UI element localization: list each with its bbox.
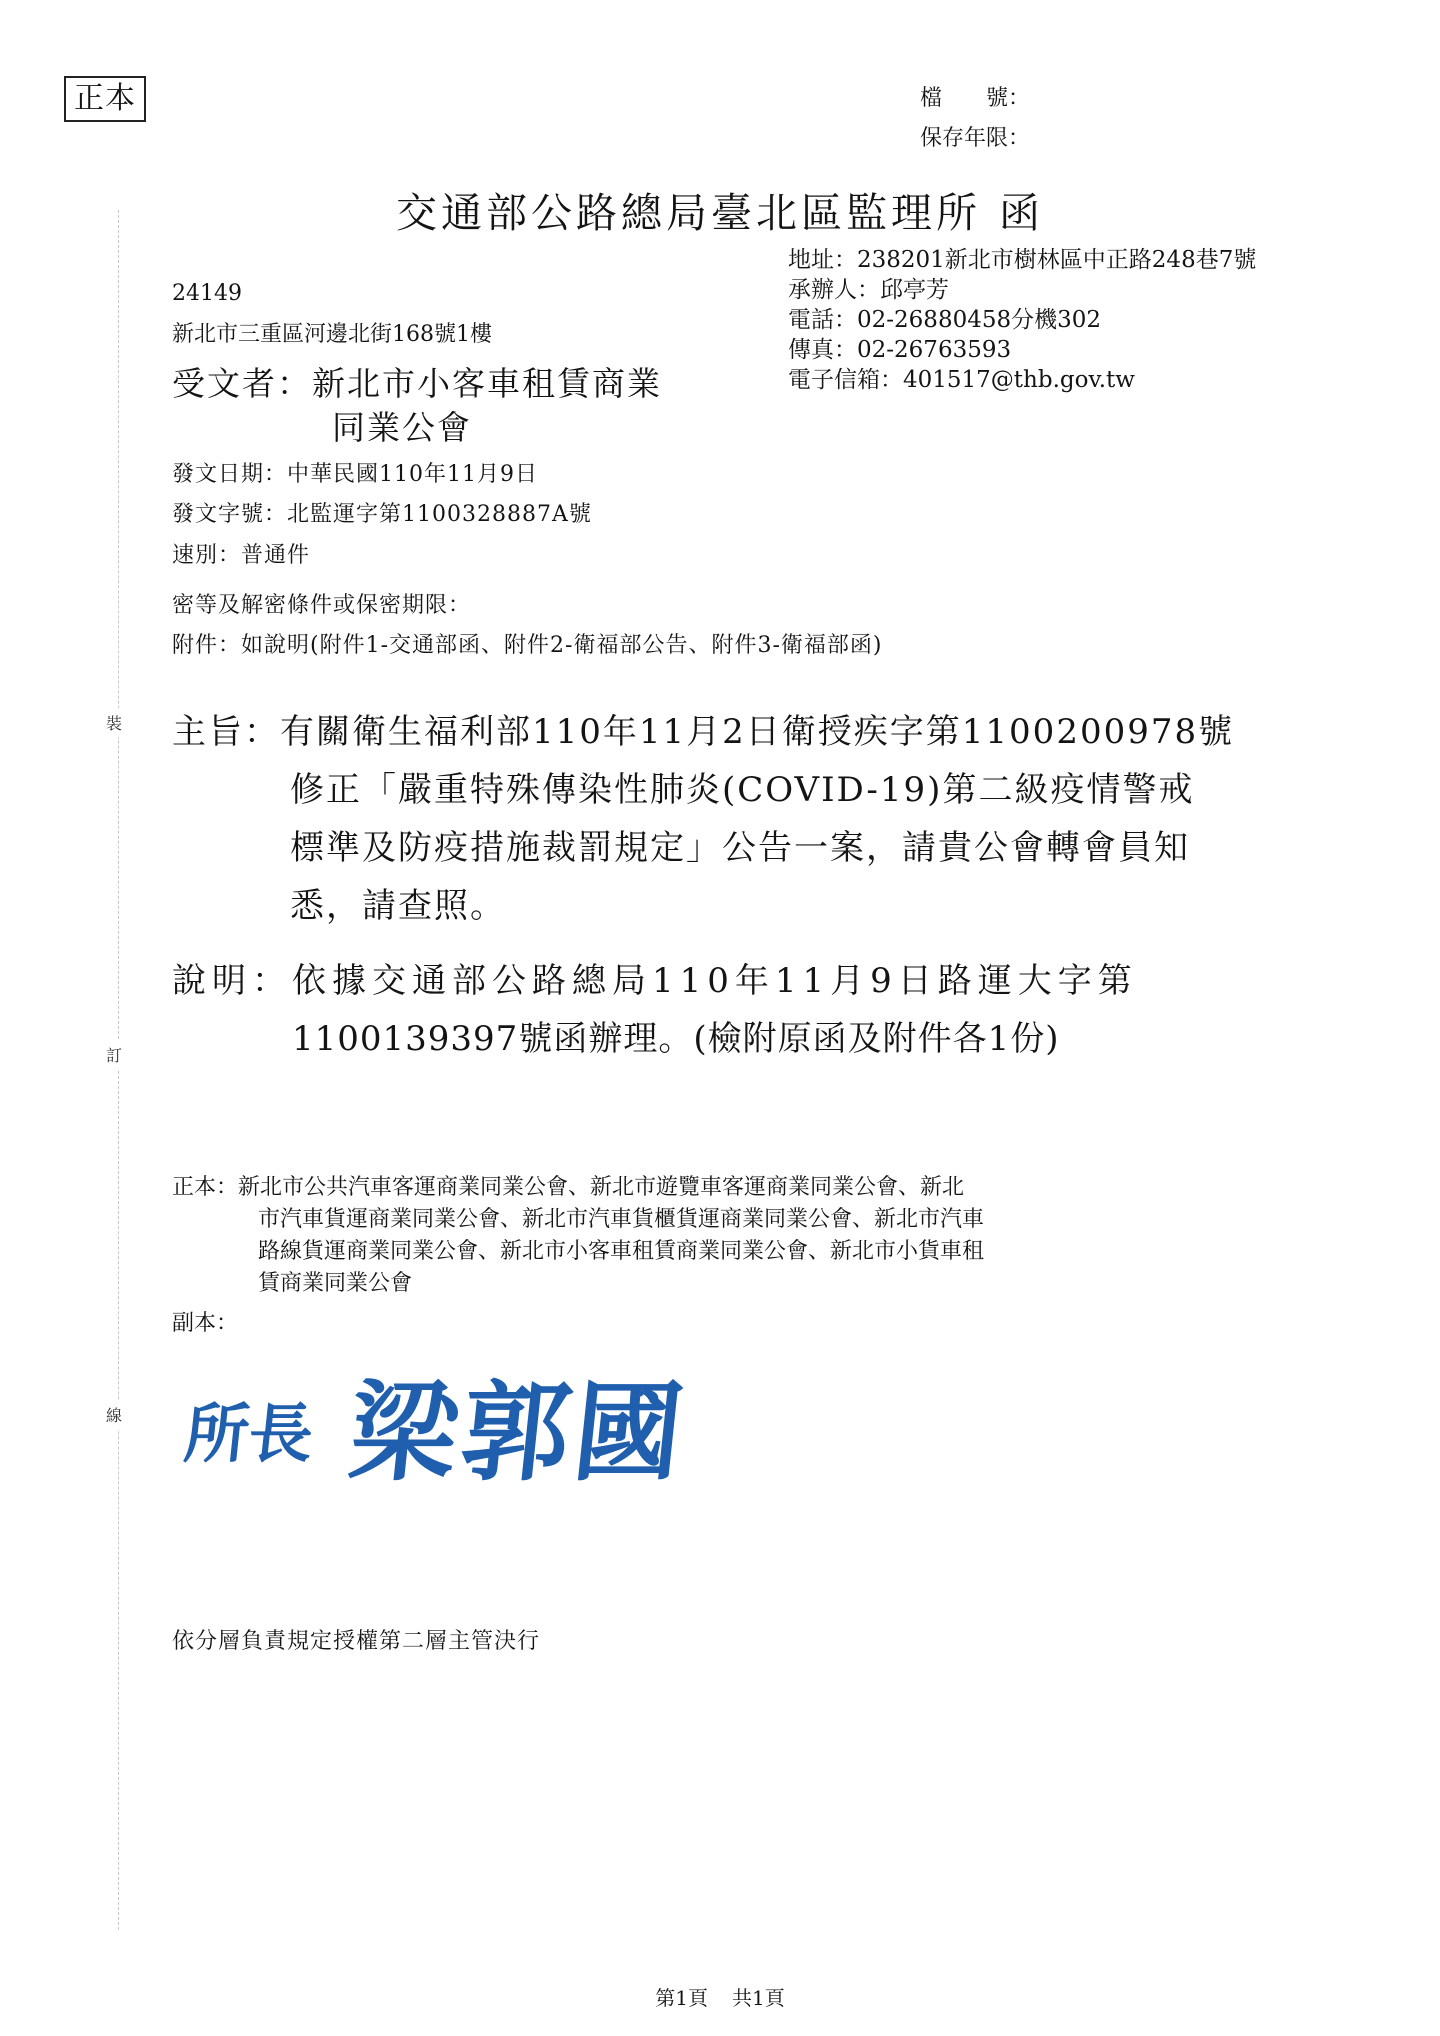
original-recipients-line: 市汽車貨運商業同業公會、新北市汽車貨櫃貨運商業同業公會、新北市汽車 xyxy=(258,1207,985,1232)
page-number xyxy=(0,1982,1440,2011)
authorization-note: 依分層負責規定授權第二層主管決行 xyxy=(172,1629,541,1654)
binding-mark: 裝 xyxy=(106,708,122,737)
original-recipients-line: 路線貨運商業同業公會、新北市小客車租賃商業同業公會、新北市小貨車租 xyxy=(258,1239,985,1264)
recipient-name-line2: 同業公會 xyxy=(332,408,472,447)
secrecy-level: 密等及解密條件或保密期限： xyxy=(172,593,472,618)
issue-date: 發文日期：中華民國110年11月9日 xyxy=(172,462,538,487)
recipient-label: 受文者： xyxy=(172,364,312,403)
subject-line: 標準及防疫措施裁罰規定」公告一案，請貴公會轉會員知 xyxy=(290,828,1190,868)
copy-label: 副本： xyxy=(172,1311,239,1336)
sender-email: 電子信箱：401517@thb.gov.tw xyxy=(788,367,1135,393)
explanation-section xyxy=(172,952,1138,1068)
title-doc-type: 函 xyxy=(999,189,1044,237)
binding-line xyxy=(118,210,119,1930)
binding-mark: 線 xyxy=(106,1400,122,1429)
attachments: 附件：如說明(附件1-交通部函、附件2-衛福部公告、附件3-衛福部函) xyxy=(172,633,883,658)
title-org: 交通部公路總局臺北區監理所 xyxy=(396,189,981,237)
subject-line: 主旨：有關衛生福利部110年11月2日衛授疾字第1100200978號 xyxy=(172,712,1235,752)
explanation-line: 說明：依據交通部公路總局110年11月9日路運大字第 xyxy=(172,961,1138,1001)
sender-phone: 電話：02-26880458分機302 xyxy=(788,307,1102,333)
recipient-block xyxy=(172,362,662,450)
sender-address: 地址：238201新北市樹林區中正路248巷7號 xyxy=(788,247,1257,273)
sender-fax: 傳真：02-26763593 xyxy=(788,337,1012,363)
binding-mark: 訂 xyxy=(106,1040,122,1069)
retention-label: 保存年限： xyxy=(920,126,1031,151)
signature-title: 所長 xyxy=(180,1397,317,1472)
sender-info xyxy=(788,245,1256,395)
sender-contact-person: 承辦人：邱亭芳 xyxy=(788,277,949,303)
original-copy-stamp: 正本 xyxy=(64,76,146,122)
signature-name: 梁郭國 xyxy=(343,1368,693,1496)
document-title xyxy=(0,180,1440,239)
recipient-name-line1: 新北市小客車租賃商業 xyxy=(312,364,662,403)
subject-section xyxy=(172,703,1234,935)
explanation-line: 1100139397號函辦理。(檢附原函及附件各1份) xyxy=(292,1019,1060,1059)
original-recipients-line: 正本：新北市公共汽車客運商業同業公會、新北市遊覽車客運商業同業公會、新北 xyxy=(172,1175,965,1200)
subject-line: 悉，請查照。 xyxy=(290,886,506,926)
distribution-section xyxy=(172,1172,984,1300)
director-signature-stamp xyxy=(180,1338,775,1498)
original-recipients-line: 賃商業同業公會 xyxy=(258,1271,413,1296)
delivery-speed: 速別：普通件 xyxy=(172,543,311,568)
recipient-zip: 24149 xyxy=(172,281,242,306)
subject-line: 修正「嚴重特殊傳染性肺炎(COVID-19)第二級疫情警戒 xyxy=(290,770,1195,810)
document-number: 發文字號：北監運字第1100328887A號 xyxy=(172,502,592,527)
file-no-label: 檔 號： xyxy=(920,86,1031,111)
recipient-address: 新北市三重區河邊北街168號1樓 xyxy=(172,322,492,347)
page-total: 共1頁 xyxy=(732,1986,785,2010)
page-current: 第1頁 xyxy=(655,1986,708,2010)
